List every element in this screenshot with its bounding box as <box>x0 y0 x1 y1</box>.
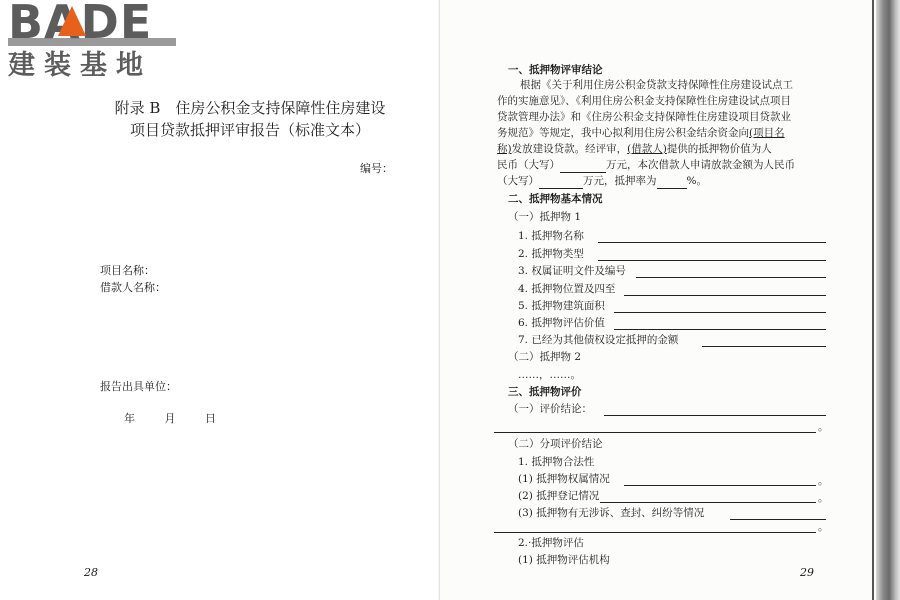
logo-chinese-text: 建装基地 <box>8 50 152 81</box>
location-line[interactable] <box>624 295 826 296</box>
page-number-left: 28 <box>84 566 98 579</box>
evaluation-conclusion-line-2[interactable] <box>494 432 816 433</box>
date-line <box>124 410 242 426</box>
item-label: 1. 抵押物名称 <box>518 230 584 242</box>
para-line-5 <box>497 142 772 157</box>
litigation-status-line-2[interactable] <box>494 532 816 533</box>
item-floor-area <box>518 299 605 314</box>
serial-number-label: 编号： <box>360 162 393 175</box>
evaluation-conclusion-label: （一）评价结论： <box>508 403 592 415</box>
assessment-heading: 2.·抵押物评估 <box>518 537 584 549</box>
collateral-1-heading: （一）抵押物 1 <box>508 211 582 223</box>
para-line-6-text: 万元，本次借款人申请放款金额为人民币 <box>606 159 795 171</box>
page-number-right: 29 <box>800 566 814 579</box>
para-line-3: 贷款管理办法》和《住房公积金支持保障性住房建设项目贷款业 <box>497 111 791 123</box>
rmb-label-2: （大写） <box>497 175 539 187</box>
period-1: 。 <box>818 421 829 433</box>
period-3: 。 <box>818 492 829 504</box>
item-label: 5. 抵押物建筑面积 <box>518 300 605 312</box>
page-edge-line <box>872 0 874 600</box>
date-year: 年 <box>124 412 135 425</box>
legality-heading: 1. 抵押物合法性 <box>518 456 595 468</box>
logo-brand-text: BADE <box>8 0 153 49</box>
date-month: 月 <box>164 412 176 425</box>
item-appraised-value <box>518 316 605 331</box>
appraised-value-line[interactable] <box>614 329 826 330</box>
issuer-label: 报告出具单位： <box>100 380 177 393</box>
litigation-status: (3) 抵押物有无涉诉、查封、纠纷等情况 <box>518 507 705 519</box>
project-name-placeholder-2: 称) <box>497 143 512 155</box>
logo-accent-triangle <box>58 6 86 36</box>
percent-sign: %。 <box>686 175 707 187</box>
item-collateral-type <box>518 247 584 262</box>
section-3-heading: 三、抵押物评价 <box>508 386 582 398</box>
item-label: 3. 权属证明文件及编号 <box>518 265 626 277</box>
para-line-4-text: 务规范》等规定，我中心拟利用住房公积金结余资金向 <box>497 127 749 139</box>
period-2: 。 <box>818 475 829 487</box>
title-line-1: 附录 B 住房公积金支持保障性住房建设 <box>114 99 386 117</box>
item-label: 2. 抵押物类型 <box>518 248 584 260</box>
evaluation-conclusion-line-1[interactable] <box>604 415 826 416</box>
date-day: 日 <box>205 412 216 425</box>
ellipsis-text: ……，……。 <box>518 369 581 381</box>
para-line-1: 根据《关于利用住房公积金贷款支持保障性住房建设试点工 <box>520 79 793 91</box>
item-location <box>518 282 615 297</box>
ratio-blank[interactable] <box>657 177 687 189</box>
litigation-status-line-1[interactable] <box>730 519 826 520</box>
sub-conclusion-heading: （二）分项评价结论 <box>508 438 603 450</box>
para-line-6 <box>497 158 795 173</box>
para-line-4 <box>497 126 785 141</box>
item-existing-mortgage <box>518 333 678 348</box>
para-line-7-text: 万元，抵押率为 <box>583 175 657 187</box>
section-1-heading: 一、抵押物评审结论 <box>508 64 603 76</box>
item-collateral-name <box>518 229 584 244</box>
title-line-2: 项目贷款抵押评审报告（标准文本） <box>129 121 370 139</box>
existing-mortgage-line[interactable] <box>702 346 826 347</box>
para-line-2: 作的实施意见》、《利用住房公积金支持保障性住房建设试点项目 <box>497 95 791 107</box>
borrower-placeholder: (借款人) <box>627 143 667 155</box>
left-page <box>0 0 440 600</box>
section-2-heading: 二、抵押物基本情况 <box>508 193 603 205</box>
para-line-7 <box>497 174 707 189</box>
ownership-status-line[interactable] <box>624 485 816 486</box>
item-label: 7. 已经为其他债权设定抵押的金额 <box>518 334 679 346</box>
bade-logo <box>8 2 178 84</box>
collateral-name-line[interactable] <box>598 242 826 243</box>
appraisal-agency-label: (1) 抵押物评估机构 <box>518 554 610 566</box>
ownership-docs-line[interactable] <box>636 277 826 278</box>
item-ownership-docs <box>518 264 626 279</box>
item-label: 6. 抵押物评估价值 <box>518 317 605 329</box>
registration-status-line[interactable] <box>600 502 816 503</box>
project-name-placeholder-1: (项目名 <box>749 127 785 139</box>
registration-status: (2) 抵押登记情况 <box>518 490 600 502</box>
para-line-5-text: 发放建设贷款。经评审， <box>511 143 628 155</box>
period-4: 。 <box>818 521 829 533</box>
collateral-2-heading: （二）抵押物 2 <box>508 351 582 363</box>
rmb-label-1: 民币（大写） <box>497 159 560 171</box>
page-title <box>100 97 400 141</box>
scanned-page-edge <box>876 0 900 600</box>
para-line-5-tail: 提供的抵押物价值为人 <box>666 143 772 155</box>
ownership-status: (1) 抵押物权属情况 <box>518 473 610 485</box>
amount-blank-2[interactable] <box>539 177 583 189</box>
borrower-name-label: 借款人名称： <box>100 281 166 294</box>
project-name-label: 项目名称： <box>100 264 155 277</box>
item-label: 4. 抵押物位置及四至 <box>518 283 616 295</box>
amount-blank-1[interactable] <box>560 161 606 173</box>
collateral-type-line[interactable] <box>598 260 826 261</box>
floor-area-line[interactable] <box>614 312 826 313</box>
